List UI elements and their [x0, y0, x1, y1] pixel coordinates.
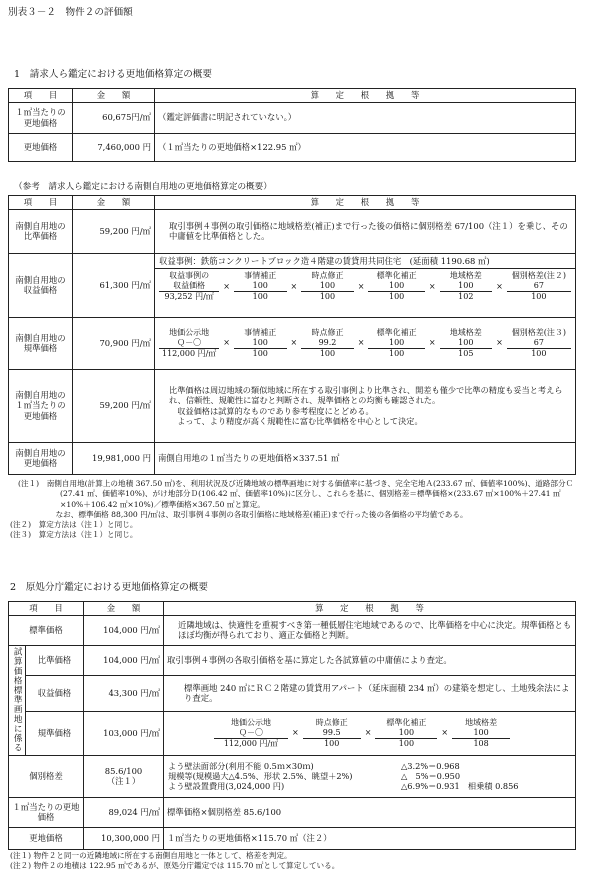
- factor: 時点修正 100 100: [301, 271, 354, 302]
- times-sign: ×: [223, 281, 230, 291]
- section1-heading: 1 請求人ら鑑定における更地価格算定の概要: [14, 69, 212, 80]
- times-sign: ×: [357, 338, 365, 347]
- s1-unit-item: １㎡当たりの更地価格: [9, 102, 73, 133]
- header-item: 項 目: [9, 89, 73, 103]
- s2-individual-line: よう壁法面部分(利用不能 0.5ｍ×30ｍ) △3.2%＝0.968: [168, 760, 460, 771]
- formula-label: 地価公示地: [169, 327, 210, 337]
- s2-total-basis: １㎡当たりの更地価格×115.70 ㎡（注２）: [164, 827, 576, 849]
- times-sign: ×: [496, 281, 503, 291]
- s2-unit-item: １㎡当たりの更地価格: [9, 797, 84, 827]
- factor: 事情補正 100 100: [234, 328, 287, 359]
- ref-standard-item: 南側自用地の規準価格: [9, 317, 73, 369]
- note: (注２) 物件２の地積は 122.95 ㎡であるが、原処分庁鑑定では 115.70 ㎡として算定している。: [10, 861, 340, 871]
- s2-standard-formula: [214, 718, 571, 749]
- s2-comparison-basis: 取引事例４事例の各取引価格を基に算定した各試算値の中庸値により査定。: [164, 645, 576, 675]
- reference-table: [8, 195, 576, 475]
- ref-total-item: 南側自用地の更地価格: [9, 442, 73, 474]
- s2-standard-price-amount: 104,000 円/㎡: [84, 615, 164, 645]
- times-sign: ×: [223, 338, 230, 347]
- s2-income-amount: 43,300 円/㎡: [84, 675, 164, 711]
- s2-standard-price-basis: 近隣地域は、快適性を重視すべき第一種低層住宅地域であるので、比準価格を中心に決定。規準価格ともほぼ均衡が得られており、適正な価格と判断。: [164, 615, 576, 645]
- header-basis: 算 定 根 拠 等: [164, 602, 576, 616]
- formula-label: Ｑ－〇: [159, 338, 219, 349]
- s2-individual-item: 個別格差: [9, 755, 84, 797]
- factor: 事情補正 100 100: [234, 271, 287, 302]
- ref-notes: [10, 479, 576, 541]
- ref-unit-basis: 比準価格は周辺地域の類似地域に所在する取引事例より比準され、開差も僅少で比準の精度も妥当と考えられ、信頼性、規範性に富むと判断され、規準価格との均衡も確認された。 収益価格は試算的なものであり参考程度にとどめる。 よって、より精度が高く規範性に富む比準価格を中心として決定。: [155, 369, 576, 442]
- ref-comparison-basis: 取引事例４事例の取引価格に地域格差(補正)まで行った後の価格に個別格差 67/100（注１）を乗じ、その中庸値を比準価格とした。: [155, 209, 576, 253]
- formula-label: 地価公示地: [231, 717, 271, 727]
- formula-label: 収益事例の: [169, 271, 210, 280]
- s1-unit-basis: （鑑定評価書に明記されていない。）: [155, 102, 576, 133]
- s1-total-basis: （１㎡当たりの更地価格×122.95 ㎡）: [155, 133, 576, 161]
- section2-table: [8, 601, 576, 850]
- header-item: 項 目: [9, 196, 73, 210]
- note: なお、標準価格 88,300 円/㎡は、取引事例４事例の各取引価格に地域格差(補正)まで行った後の各価格の平均値である。: [48, 509, 468, 519]
- formula-label: 収益価格: [159, 281, 219, 292]
- note: (注１) 物件２と同一の近隣地域に所在する南側自用地と一体として、格差を判定。: [10, 851, 292, 860]
- ref-income-amount: 61,300 円/㎡: [73, 253, 155, 317]
- s2-comparison-amount: 104,000 円/㎡: [84, 645, 164, 675]
- note: (注２) 算定方法は（注１）と同じ。: [10, 520, 138, 529]
- s2-vertical-text: 試算価格標準画地に係る: [12, 647, 23, 753]
- s2-individual-amount: [84, 755, 164, 797]
- ref-comparison-item: 南側自用地の比準価格: [9, 209, 73, 253]
- s2-individual-basis: [164, 755, 576, 797]
- ref-total-amount: 19,981,000 円: [73, 442, 155, 474]
- ref-unit-item: 南側自用地の１㎡当たりの更地価格: [9, 369, 73, 442]
- s1-unit-amount: 60,675円/㎡: [73, 102, 155, 133]
- ref-total-basis: 南側自用地の１㎡当たりの更地価格×337.51 ㎡: [155, 442, 576, 474]
- ref-income-formula: [155, 269, 575, 304]
- s2-standard-amount: 103,000 円/㎡: [84, 711, 164, 755]
- times-sign: ×: [292, 728, 299, 737]
- factor: 標準化補正 100 100: [375, 718, 437, 749]
- formula-value: 112,000 円/㎡: [161, 348, 217, 358]
- header-item: 項 目: [9, 602, 84, 616]
- s2-unit-basis: 標準価格×個別格差 85.6/100: [164, 797, 576, 827]
- factor: 個別格差(注２) 67 100: [507, 271, 571, 302]
- times-sign: ×: [441, 728, 449, 737]
- factor: 標準化補正 100 100: [368, 328, 424, 359]
- section2-heading: 2 原処分庁鑑定における更地価格算定の概要: [10, 582, 208, 593]
- times-sign: ×: [428, 338, 436, 347]
- note: (注１) 南側自用地(計算上の地積 367.50 ㎡)を、利用状況及び近隣地域の標準画地に対する価値率に基づき、完全宅地Ａ(233.67 ㎡、価値率100%)、道路部分Ｃ(27.41 ㎡、価値率10%)、がけ地部分Ｄ(106.42 ㎡、価値率10%)に区分し、これらを基に、個別格差＝標準価格×(233.67 ㎡×100%＋27.41 ㎡×10%＋106.42 ㎡×10%)／標準価格×367.50 ㎡と算定。: [18, 479, 574, 509]
- factor: 個別格差(注３) 67 100: [507, 328, 571, 359]
- s2-individual-line: よう壁設置費用(3,024,000 円) △6.9%＝0.931 相乗積 0.856: [168, 781, 519, 792]
- times-sign: ×: [290, 281, 298, 291]
- s2-unit-amount: 89,024 円/㎡: [84, 797, 164, 827]
- s2-vertical-label: [9, 645, 26, 755]
- ref-unit-amount: 59,200 円/㎡: [73, 369, 155, 442]
- s2-individual-note: （注１）: [106, 776, 141, 786]
- factor: 時点修正 99.5 100: [303, 718, 361, 749]
- s2-total-item: 更地価格: [9, 827, 84, 849]
- s2-notes: [10, 851, 576, 872]
- formula-value: 93,252 円/㎡: [164, 292, 214, 301]
- factor: 標準化補正 100 100: [368, 271, 424, 302]
- header-amount: 金 額: [73, 89, 155, 103]
- times-sign: ×: [364, 728, 372, 737]
- ref-standard-basis: [155, 317, 576, 369]
- times-sign: ×: [496, 338, 503, 347]
- ref-income-basis: [155, 253, 576, 317]
- s2-individual-ratio: 85.6/100: [104, 765, 143, 776]
- note: (注３) 算定方法は（注１）と同じ。: [10, 530, 138, 540]
- factor: 地域格差 100 108: [452, 718, 510, 749]
- s1-total-item: 更地価格: [9, 133, 73, 161]
- s2-standard-item: 規準価格: [26, 711, 84, 755]
- s2-individual-line: 規模等(規模過大△4.5%、形状 2.5%、眺望＋2%) △ 5%＝0.950: [168, 770, 461, 781]
- s2-income-item: 収益価格: [26, 675, 84, 711]
- header-basis: 算 定 根 拠 等: [155, 196, 576, 210]
- s2-standard-price-item: 標準価格: [9, 615, 84, 645]
- ref-income-property: 収益事例：鉄筋コンクリートブロック造４階建の賃貸用共同住宅 (延面積 1190.68 ㎡): [155, 254, 575, 270]
- ref-standard-formula: [159, 328, 571, 359]
- s2-income-basis: 標準画地 240 ㎡にＲＣ２階建の賃貸用アパート（延床面積 234 ㎡）の建築を想定し、土地残余法により査定。: [164, 675, 576, 711]
- times-sign: ×: [290, 338, 298, 347]
- ref-standard-amount: 70,900 円/㎡: [73, 317, 155, 369]
- s2-standard-basis: [164, 711, 576, 755]
- factor: 地域格差 100 105: [440, 328, 493, 359]
- reference-heading: （参考 請求人ら鑑定における南側自用地の更地価格算定の概要）: [14, 182, 272, 192]
- s1-total-amount: 7,460,000 円: [73, 133, 155, 161]
- section1-table: [8, 88, 576, 162]
- times-sign: ×: [357, 281, 365, 291]
- factor: 時点修正 99.2 100: [301, 328, 354, 359]
- formula-value: 112,000 円/㎡: [223, 738, 279, 748]
- s2-total-amount: 10,300,000 円: [84, 827, 164, 849]
- s2-comparison-item: 比準価格: [26, 645, 84, 675]
- page-title: 別表３－２ 物件２の評価額: [8, 7, 133, 18]
- header-basis: 算 定 根 拠 等: [155, 89, 576, 103]
- header-amount: 金 額: [73, 196, 155, 210]
- header-amount: 金 額: [84, 602, 164, 616]
- factor: 地域格差 100 102: [440, 271, 493, 302]
- ref-comparison-amount: 59,200 円/㎡: [73, 209, 155, 253]
- ref-income-item: 南側自用地の収益価格: [9, 253, 73, 317]
- times-sign: ×: [428, 281, 436, 291]
- formula-label: Ｑ－〇: [214, 728, 288, 739]
